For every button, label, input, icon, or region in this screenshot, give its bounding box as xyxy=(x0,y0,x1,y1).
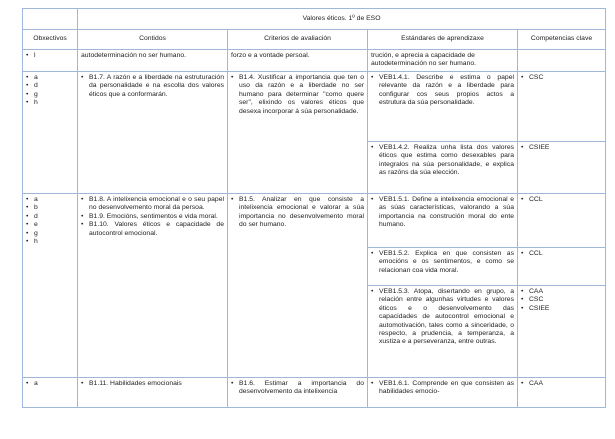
estandares-cell xyxy=(368,50,518,72)
competencias-cell xyxy=(518,248,606,286)
estandar-item: • VEB1.5.1. Define a intelixencia emocional e as súas características, valorando a súa importancia na construción moral do ente humano. xyxy=(371,196,514,230)
table-row xyxy=(23,50,606,72)
estandar-list xyxy=(371,196,514,230)
estandar-list xyxy=(371,144,514,178)
column-header-obxectivos: Obxectivos xyxy=(23,30,78,50)
column-header-competencias: Competencias clave xyxy=(518,30,606,50)
obxectivos-item: • d xyxy=(26,213,74,221)
contidos-cell-text: autodeterminación no ser humano. xyxy=(81,52,187,59)
contidos-cell xyxy=(78,50,228,72)
criterios-cell xyxy=(228,72,368,194)
competencia-item: • CCL xyxy=(521,196,602,204)
criterios-list xyxy=(231,196,364,230)
criterios-list xyxy=(231,74,364,116)
criterios-item: • B1.6. Estimar a importancia do desenvolvemento da intelixencia xyxy=(231,380,364,397)
competencia-item: • CAA xyxy=(521,380,602,388)
estandares-cell xyxy=(368,248,518,286)
obxectivos-item: • g xyxy=(26,91,74,99)
competencias-cell xyxy=(518,286,606,378)
criterios-cell xyxy=(228,378,368,408)
criterios-cell-text: forzo e a vontade persoal. xyxy=(231,52,310,59)
obxectivos-item: • l xyxy=(26,52,74,60)
competencia-list xyxy=(521,144,602,152)
obxectivos-item: • e xyxy=(26,221,74,229)
obxectivos-list xyxy=(26,52,74,60)
obxectivos-list xyxy=(26,74,74,108)
contidos-item: • B1.9. Emocións, sentimentos e vida moral. xyxy=(81,213,224,221)
obxectivos-cell xyxy=(23,72,78,194)
column-header-contidos: Contidos xyxy=(78,30,228,50)
criterios-cell xyxy=(228,194,368,378)
estandar-item: • VEB1.4.2. Realiza unha lista dos valores éticos que estima como desexables para integralos na súa personalidade, e explica as razóns da súa elección. xyxy=(371,144,514,178)
criterios-item: • B1.5. Analizar en que consiste a intelixencia emocional e valorar a súa importancia no desenvolvemento moral do ser humano. xyxy=(231,196,364,230)
estandar-list xyxy=(371,250,514,275)
contidos-item: • B1.11. Habilidades emocionais xyxy=(81,380,224,388)
estandares-cell xyxy=(368,72,518,142)
table-row xyxy=(23,72,606,142)
contidos-list xyxy=(81,196,224,238)
obxectivos-cell xyxy=(23,378,78,408)
blank-corner-cell xyxy=(23,9,78,30)
estandar-list xyxy=(371,380,514,397)
estandares-cell xyxy=(368,194,518,248)
competencia-item: • CSC xyxy=(521,74,602,82)
competencia-list xyxy=(521,288,602,313)
contidos-item: • B1.8. A intelixencia emocional e o seu papel no desenvolvemento moral da persoa. xyxy=(81,196,224,213)
competencias-cell xyxy=(518,72,606,142)
obxectivos-item: • a xyxy=(26,74,74,82)
contidos-item: • B1.7. A razón e a liberdade na estruturación da personalidade e na escolla dos valores éticos que a conformarán. xyxy=(81,74,224,99)
contidos-cell xyxy=(78,72,228,194)
estandar-text: trución, e aprecia a capacidade de autodeterminación no ser humano. xyxy=(371,52,477,68)
obxectivos-list xyxy=(26,380,74,388)
estandar-item: • VEB1.6.1. Comprende en que consisten as habilidades emocio- xyxy=(371,380,514,397)
estandar-item: • VEB1.4.1. Describe e estima o papel relevante da razón e a liberdade para configurar cos seus propios actos a estrutura da súa personalidade. xyxy=(371,74,514,108)
curriculum-table xyxy=(22,8,606,408)
table-title: Valores éticos. 1º de ESO xyxy=(78,9,606,30)
estandares-cell xyxy=(368,378,518,408)
column-header-criterios: Criterios de avaliación xyxy=(228,30,368,50)
competencias-cell xyxy=(518,50,606,72)
obxectivos-cell xyxy=(23,50,78,72)
obxectivos-item: • d xyxy=(26,82,74,90)
contidos-list xyxy=(81,74,224,99)
contidos-item: • B1.10. Valores éticos e capacidade de autocontrol emocional. xyxy=(81,221,224,238)
contidos-list xyxy=(81,380,224,388)
obxectivos-item: • h xyxy=(26,238,74,246)
table-row xyxy=(23,378,606,408)
competencia-item: • CSC xyxy=(521,296,602,304)
estandar-item: • VEB1.5.3. Atopa, disertando en grupo, a relación entre algunhas virtudes e valores éticos e o desenvolvemento das capacidades de autocontrol emocional e automotivación, tales como a sinceridade, o respecto, a prudencia, a temperanza, a xustiza e a perseveranza, entre outras. xyxy=(371,288,514,347)
competencia-list xyxy=(521,250,602,258)
column-header-estandares: Estándares de aprendizaxe xyxy=(368,30,518,50)
contidos-cell xyxy=(78,378,228,408)
competencia-list xyxy=(521,196,602,204)
estandares-cell xyxy=(368,286,518,378)
criterios-cell xyxy=(228,50,368,72)
criterios-item: • B1.4. Xustificar a importancia que ten o uso da razón e a liberdade no ser humano para determinar "como quere ser", elixindo os valores éticos que desexa incorporar á súa personalidade. xyxy=(231,74,364,116)
competencia-list xyxy=(521,74,602,82)
obxectivos-cell xyxy=(23,194,78,378)
obxectivos-item: • a xyxy=(26,196,74,204)
competencias-cell xyxy=(518,194,606,248)
competencia-item: • CSIEE xyxy=(521,144,602,152)
competencia-list xyxy=(521,380,602,388)
competencia-item: • CSIEE xyxy=(521,305,602,313)
obxectivos-list xyxy=(26,196,74,246)
obxectivos-item: • a xyxy=(26,380,74,388)
contidos-cell xyxy=(78,194,228,378)
competencia-item: • CAA xyxy=(521,288,602,296)
obxectivos-item: • b xyxy=(26,204,74,212)
estandares-cell xyxy=(368,142,518,194)
estandar-list xyxy=(371,74,514,108)
obxectivos-item: • g xyxy=(26,230,74,238)
competencias-cell xyxy=(518,142,606,194)
estandar-list xyxy=(371,288,514,347)
competencias-cell xyxy=(518,378,606,408)
criterios-list xyxy=(231,380,364,397)
table-row xyxy=(23,194,606,248)
table-body xyxy=(23,50,606,408)
competencia-item: • CCL xyxy=(521,250,602,258)
obxectivos-item: • h xyxy=(26,99,74,107)
estandar-item: • VEB1.5.2. Explica en que consisten as emocións e os sentimentos, e como se relacionan coa vida moral. xyxy=(371,250,514,275)
